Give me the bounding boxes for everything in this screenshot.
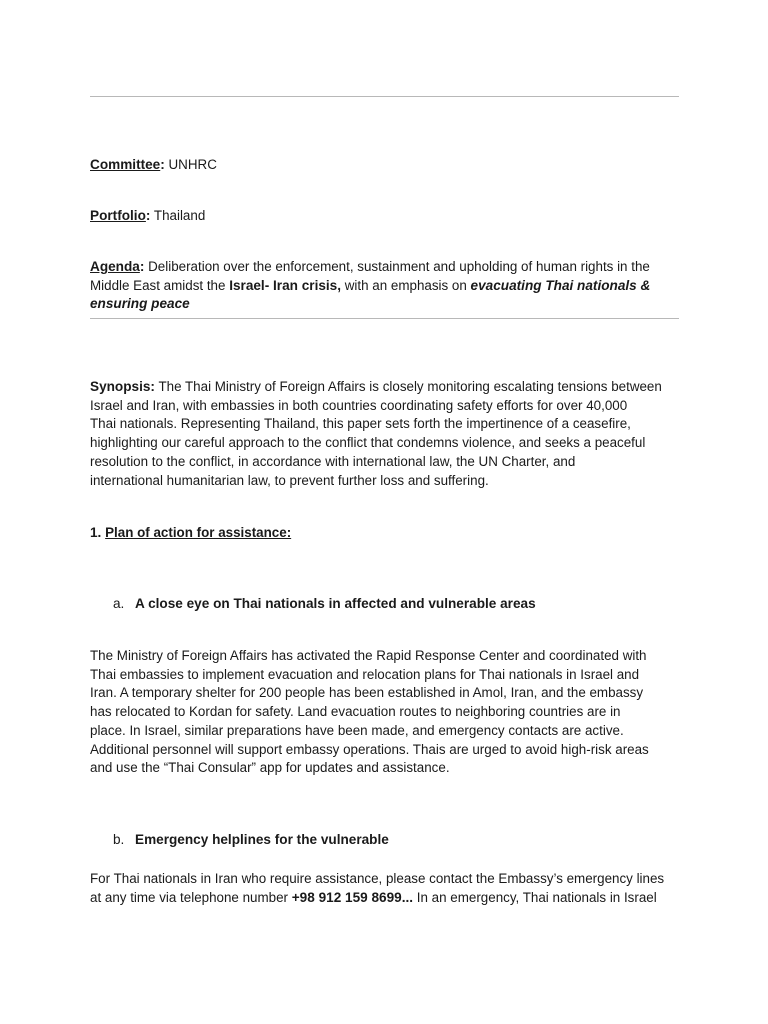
agenda-divider: [90, 318, 679, 319]
section-1-title: Plan of action for assistance:: [105, 525, 292, 540]
agenda-emphasis-1: evacuating Thai nationals &: [470, 277, 651, 293]
synopsis-line: Thai nationals. Representing Thailand, this paper sets forth the impertinence of a ceasefire,: [90, 416, 631, 432]
agenda-label: Agenda: [90, 259, 140, 274]
paragraph-a: [90, 647, 682, 778]
top-divider: [90, 96, 679, 97]
paragraph-b-text-end: In an emergency, Thai nationals in Israel: [413, 889, 657, 905]
synopsis-line: international humanitarian law, to prevent further loss and suffering.: [90, 472, 489, 488]
portfolio-line: [90, 207, 682, 226]
agenda-line-2: [90, 277, 682, 296]
paragraph-a-line: Additional personnel will support embassy operations. Thais are urged to avoid high-risk areas: [90, 741, 649, 757]
paragraph-a-line: Iran. A temporary shelter for 200 people has been established in Amol, Iran, and the embassy: [90, 685, 644, 701]
agenda-line-1: [90, 258, 682, 277]
subheading-b: [113, 832, 389, 847]
portfolio-value: Thailand: [153, 208, 206, 223]
portfolio-label: Portfolio: [90, 208, 146, 223]
agenda-text-1: Deliberation over the enforcement, sustainment and upholding of human rights in the: [148, 259, 650, 274]
agenda-text-2: Middle East amidst the: [90, 277, 230, 293]
paragraph-a-line: place. In Israel, similar preparations have been made, and emergency contacts are active.: [90, 722, 624, 738]
committee-label: Committee: [90, 157, 161, 172]
subheading-a-marker: a.: [113, 596, 125, 611]
section-1-heading: [90, 524, 682, 543]
agenda-emphasis-2: ensuring peace: [90, 296, 190, 312]
paragraph-a-line: Thai embassies to implement evacuation and relocation plans for Thai nationals in Israel and: [90, 666, 640, 682]
subheading-a: [113, 596, 536, 611]
subheading-a-title: A close eye on Thai nationals in affected and vulnerable areas: [135, 596, 536, 611]
committee-value: UNHRC: [168, 157, 217, 172]
synopsis-label: Synopsis:: [90, 379, 155, 394]
agenda-crisis: Israel- Iran crisis,: [229, 277, 342, 293]
synopsis-line: Israel and Iran, with embassies in both countries coordinating safety efforts for over 40,000: [90, 397, 628, 413]
synopsis-text: The Thai Ministry of Foreign Affairs is closely monitoring escalating tensions between: [154, 379, 662, 394]
paragraph-b-line-2: [90, 889, 682, 908]
agenda-colon: :: [139, 259, 145, 274]
agenda-text-mid: with an emphasis on: [341, 277, 471, 293]
paragraph-b: [90, 870, 682, 907]
paragraph-b-text: at any time via telephone number: [90, 889, 292, 905]
synopsis-line: resolution to the conflict, in accordance with international law, the UN Charter, and: [90, 453, 576, 469]
agenda-block: [90, 258, 682, 314]
synopsis-line: highlighting our careful approach to the conflict that condemns violence, and seeks a peaceful: [90, 435, 646, 451]
paragraph-a-line: The Ministry of Foreign Affairs has activated the Rapid Response Center and coordinated with: [90, 648, 647, 663]
emergency-phone-number: +98 912 159 8699...: [291, 889, 414, 905]
committee-line: [90, 156, 682, 175]
committee-colon: :: [160, 157, 165, 172]
portfolio-colon: :: [145, 208, 151, 223]
paragraph-b-line-1: For Thai nationals in Iran who require assistance, please contact the Embassy’s emergency lines: [90, 871, 665, 886]
subheading-b-title: Emergency helplines for the vulnerable: [135, 832, 389, 847]
paragraph-a-line: has relocated to Kordan for safety. Land evacuation routes to neighboring countries are in: [90, 704, 621, 720]
paragraph-a-line: and use the “Thai Consular” app for updates and assistance.: [90, 760, 450, 776]
agenda-line-3: [90, 295, 682, 314]
synopsis-line: [90, 378, 682, 397]
synopsis-block: [90, 378, 682, 490]
subheading-b-marker: b.: [113, 832, 125, 847]
section-1-number: 1.: [90, 525, 106, 540]
